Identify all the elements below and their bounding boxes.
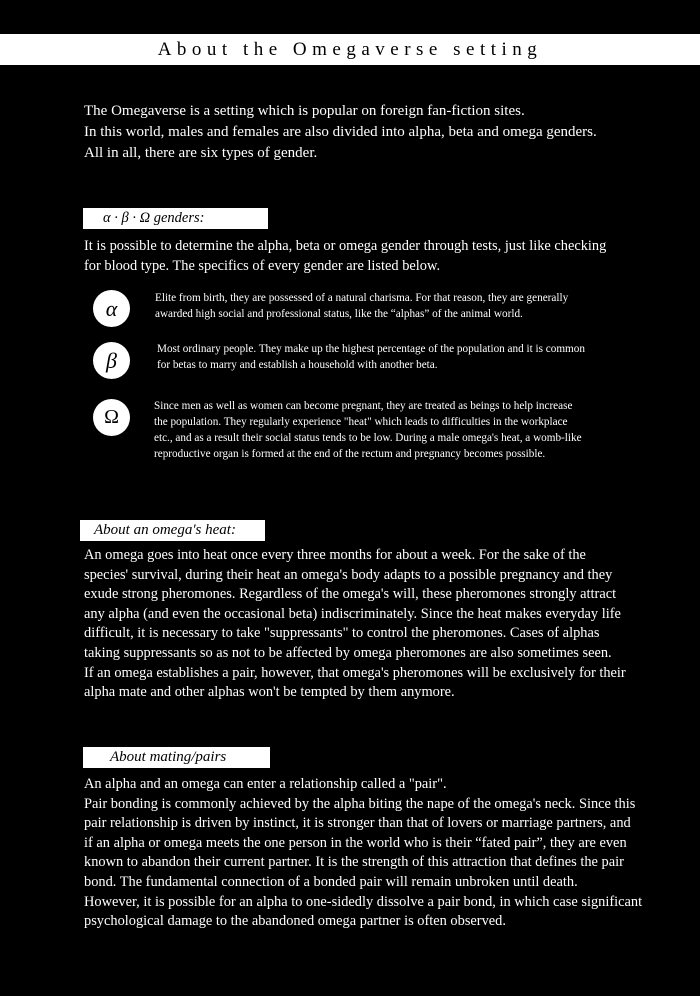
genders-section-label: α · β · Ω genders: bbox=[83, 208, 268, 229]
mating-line: known to abandon their current partner. It is the strength of this attraction that defines the pair bbox=[84, 854, 624, 871]
mating-line: Pair bonding is commonly achieved by the alpha biting the nape of the omega's neck. Since this bbox=[84, 795, 636, 812]
mating-line: pair relationship is driven by instinct, it is stronger than that of lovers or marriage partners, and bbox=[84, 815, 631, 832]
genders-description-line: for blood type. The specifics of every gender are listed below. bbox=[84, 257, 441, 274]
alpha-description-line: Elite from birth, they are possessed of a natural charisma. For that reason, they are generally bbox=[155, 292, 569, 304]
heat-line: If an omega establishes a pair, however, that omega's pheromones will be exclusively for their bbox=[84, 664, 626, 681]
mating-line: However, it is possible for an alpha to one-sidedly dissolve a pair bond, in which case significant bbox=[84, 893, 643, 910]
omega-symbol-icon: Ω bbox=[93, 399, 130, 436]
mating-line: An alpha and an omega can enter a relationship called a "pair". bbox=[84, 776, 447, 792]
genders-description-line: It is possible to determine the alpha, beta or omega gender through tests, just like checking bbox=[84, 238, 607, 254]
heat-line: taking suppressants so as not to be affected by omega pheromones are also sometimes seen. bbox=[84, 644, 612, 661]
omega-description bbox=[154, 398, 654, 462]
heat-line: alpha mate and other alphas won't be tempted by them anymore. bbox=[84, 684, 455, 701]
heat-line: species' survival, during their heat an omega's body adapts to a possible pregnancy and they bbox=[84, 566, 613, 583]
beta-description-line: for betas to marry and establish a household with another beta. bbox=[157, 359, 438, 371]
omega-description-line: reproductive organ is formed at the end of the rectum and pregnancy becomes possible. bbox=[154, 448, 546, 460]
mating-line: psychological damage to the abandoned omega partner is often observed. bbox=[84, 913, 506, 930]
alpha-symbol-icon: α bbox=[93, 290, 130, 327]
intro-paragraph bbox=[84, 101, 664, 164]
heat-line: exude strong pheromones. Regardless of the omega's will, these pheromones strongly attract bbox=[84, 586, 617, 603]
beta-symbol-icon: β bbox=[93, 342, 130, 379]
intro-line: The Omegaverse is a setting which is popular on foreign fan-fiction sites. bbox=[84, 103, 525, 119]
heat-line: any alpha (and even the occasional beta) indiscriminately. Since the heat makes everyday life bbox=[84, 605, 621, 622]
alpha-description bbox=[155, 290, 655, 322]
heat-line: An omega goes into heat once every three months for about a week. For the sake of the bbox=[84, 547, 586, 563]
heat-paragraph bbox=[84, 546, 659, 703]
intro-line: All in all, there are six types of gender. bbox=[84, 145, 318, 161]
omega-description-line: the population. They regularly experience "heat" which leads to difficulties in the workplace bbox=[154, 416, 568, 428]
alpha-description-line: awarded high social and professional status, like the “alphas” of the animal world. bbox=[155, 308, 523, 320]
mating-line: if an alpha or omega meets the one person in the world who is their “fated pair”, they are even bbox=[84, 834, 627, 851]
omega-description-line: Since men as well as women can become pregnant, they are treated as beings to help increase bbox=[154, 400, 573, 412]
beta-description bbox=[157, 341, 657, 373]
mating-paragraph bbox=[84, 775, 659, 932]
intro-line: In this world, males and females are also divided into alpha, beta and omega genders. bbox=[84, 124, 597, 140]
heat-line: difficult, it is necessary to take "suppressants" to control the pheromones. Cases of alphas bbox=[84, 625, 600, 642]
mating-line: bond. The fundamental connection of a bonded pair will remain unbroken until death. bbox=[84, 873, 578, 890]
heat-section-label: About an omega's heat: bbox=[80, 520, 265, 541]
omega-description-line: etc., and as a result their social status tends to be low. During a male omega's heat, a womb-like bbox=[154, 432, 582, 444]
mating-section-label: About mating/pairs bbox=[83, 747, 270, 768]
genders-description bbox=[84, 237, 659, 276]
page-title: About the Omegaverse setting bbox=[0, 34, 700, 65]
beta-description-line: Most ordinary people. They make up the highest percentage of the population and it is common bbox=[157, 343, 585, 355]
